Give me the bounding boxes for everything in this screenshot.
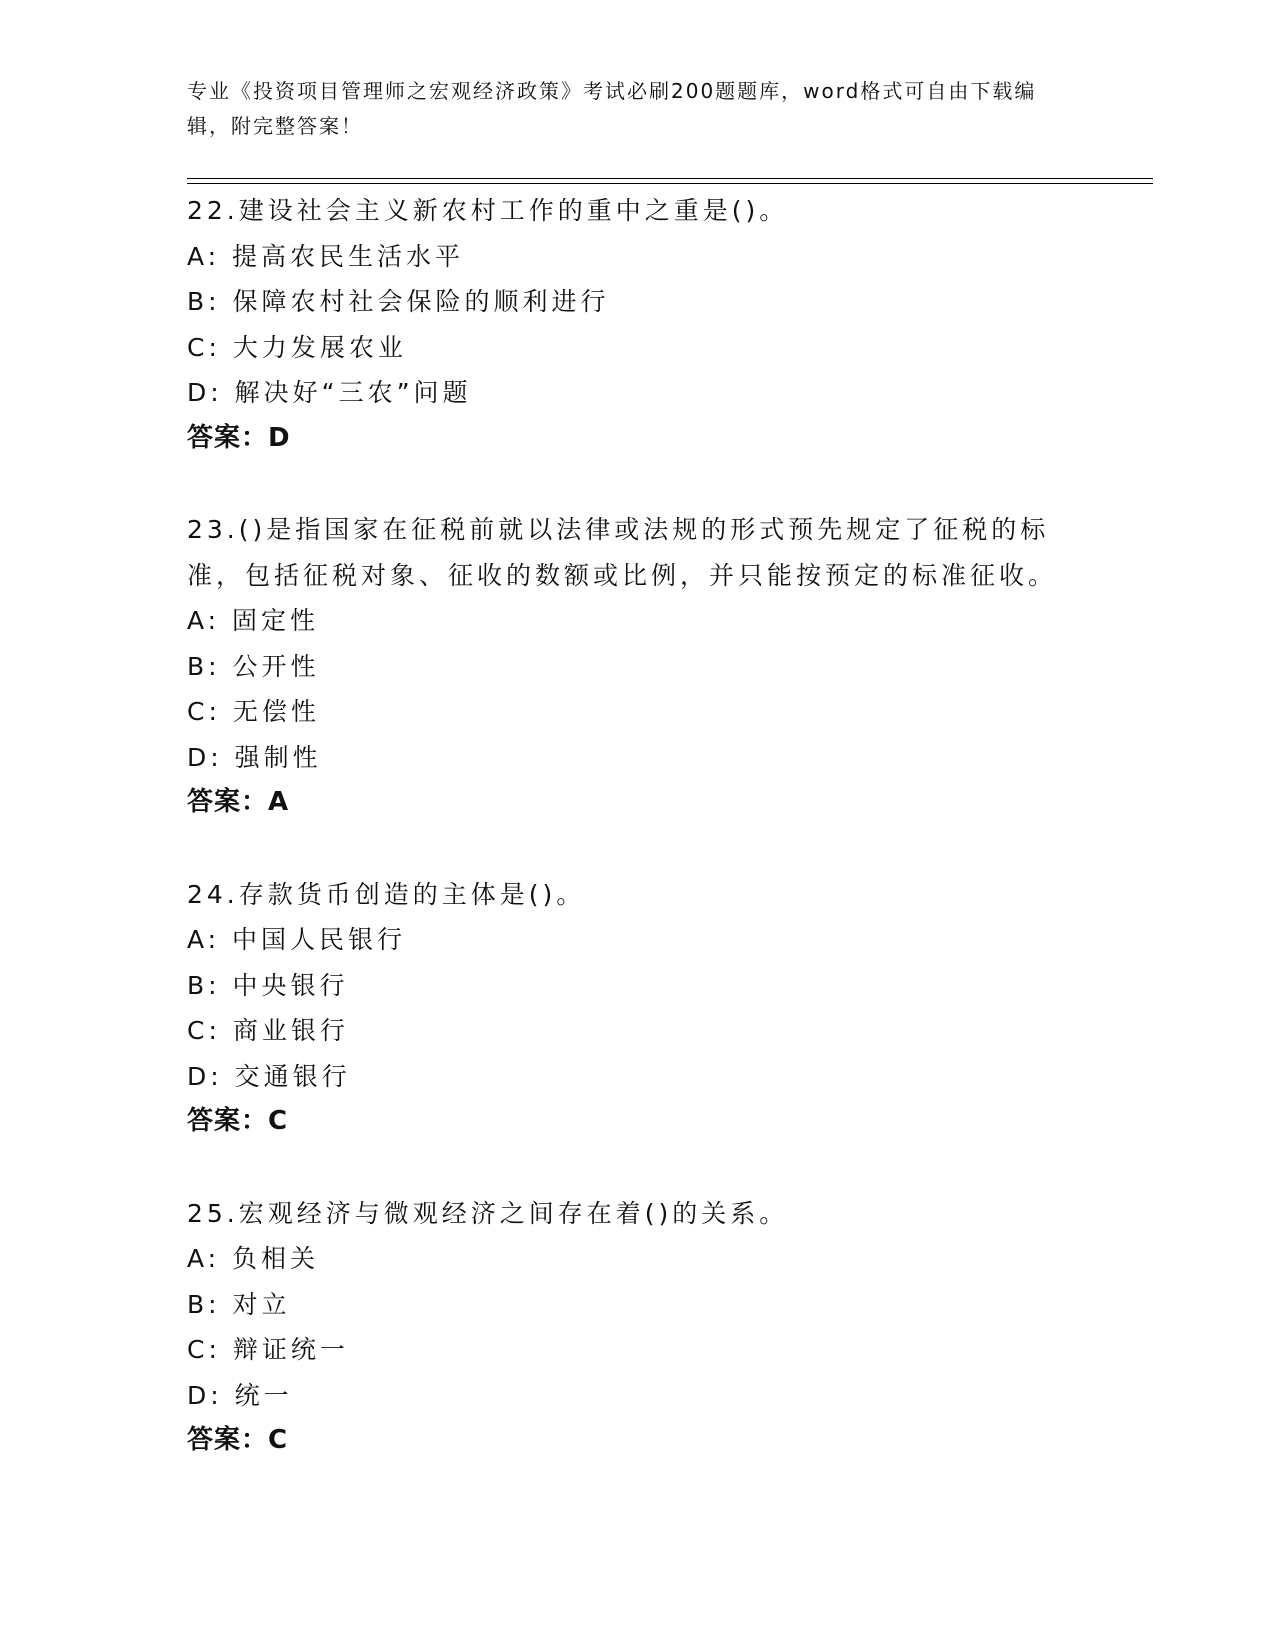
- question-24: [187, 872, 1087, 1145]
- answer-label: 答案：C: [187, 1106, 289, 1136]
- option-a: A: 提高农民生活水平: [187, 241, 465, 271]
- question-stem: 23.()是指国家在征税前就以法律或法规的形式预先规定了征税的标准，包括征税对象、征收的数额或比例，并只能按预定的标准征收。: [187, 515, 1058, 590]
- option-b: B: 保障农村社会保险的顺利进行: [187, 287, 610, 316]
- answer-label: 答案：C: [187, 1425, 289, 1455]
- question-stem: 22.建设社会主义新农村工作的重中之重是()。: [187, 196, 789, 225]
- option-c: C: 无偿性: [187, 697, 320, 726]
- option-d: D: 强制性: [187, 742, 322, 772]
- question-stem: 25.宏观经济与微观经济之间存在着()的关系。: [187, 1198, 789, 1228]
- question-stem: 24.存款货币创造的主体是()。: [187, 879, 586, 909]
- header-divider-top: [187, 178, 1153, 179]
- option-b: B: 中央银行: [187, 970, 349, 1000]
- option-c: C: 辩证统一: [187, 1335, 349, 1364]
- question-23: [187, 507, 1087, 826]
- question-22: [187, 188, 1087, 461]
- answer-label: 答案：D: [187, 422, 291, 453]
- document-header: 专业《投资项目管理师之宏观经济政策》考试必刷200题题库，word格式可自由下载编辑，附完整答案！: [187, 79, 1037, 138]
- option-c: C: 商业银行: [187, 1016, 349, 1045]
- option-a: A: 负相关: [187, 1244, 320, 1273]
- option-c: C: 大力发展农业: [187, 332, 407, 362]
- option-b: B: 公开性: [187, 651, 320, 681]
- answer-label: 答案：A: [187, 787, 290, 817]
- option-d: D: 解决好“三农”问题: [187, 378, 472, 407]
- option-d: D: 交通银行: [187, 1061, 351, 1091]
- option-b: B: 对立: [187, 1289, 291, 1319]
- question-25: [187, 1191, 1087, 1464]
- option-d: D: 统一: [187, 1380, 293, 1410]
- option-a: A: 中国人民银行: [187, 925, 407, 954]
- question-list: [187, 188, 1087, 1510]
- option-a: A: 固定性: [187, 606, 320, 635]
- header-divider-bottom: [187, 183, 1153, 184]
